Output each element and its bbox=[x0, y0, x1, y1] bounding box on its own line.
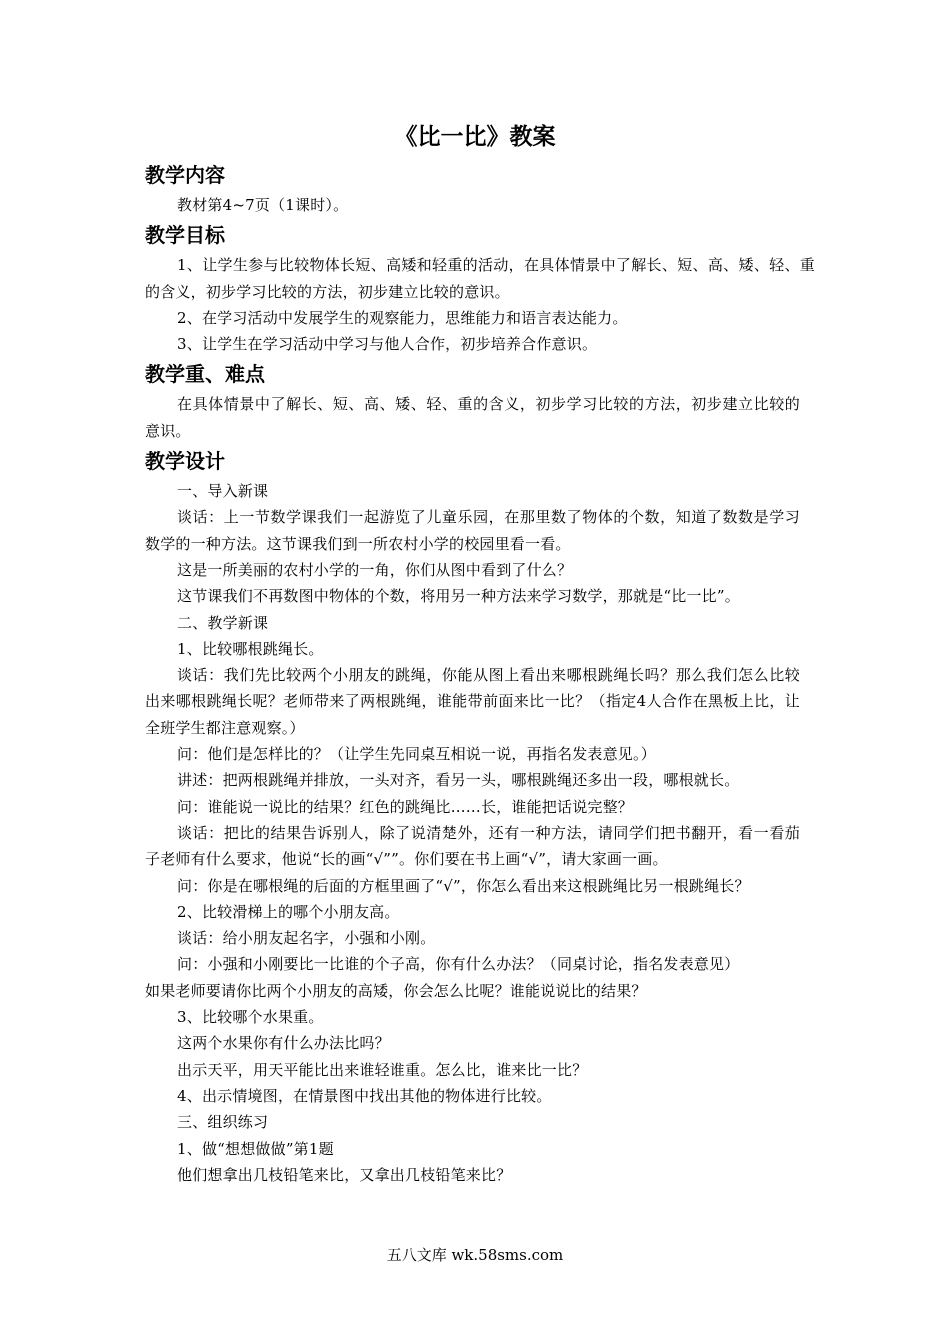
paragraph: 出示天平，用天平能比出来谁轻谁重。怎么比，谁来比一比？ bbox=[177, 1060, 588, 1079]
paragraph: 1、做“想想做做”第1题 bbox=[177, 1139, 334, 1158]
paragraph: 2、在学习活动中发展学生的观察能力，思维能力和语言表达能力。 bbox=[177, 308, 628, 327]
paragraph: 3、让学生在学习活动中学习与他人合作，初步培养合作意识。 bbox=[177, 335, 598, 354]
paragraph: 谈话：上一节数学课我们一起游览了儿童乐园，在那里数了物体的个数，知道了数数是学习数学的一种方法。这节课我们到一所农村小学的校园里看一看。 bbox=[145, 508, 800, 553]
paragraph: 谈话：我们先比较两个小朋友的跳绳，你能从图上看出来哪根跳绳长吗？那么我们怎么比较出来哪根跳绳长呢？老师带来了两根跳绳，谁能带前面来比一比？（指定4人合作在黑板上比，让全班学生都注意观察。） bbox=[145, 666, 800, 737]
paragraph: 如果老师要请你比两个小朋友的高矮，你会怎么比呢？谁能说说比的结果？ bbox=[145, 981, 647, 1000]
paragraph: 1、比较哪根跳绳长。 bbox=[177, 639, 324, 658]
section-heading-goals: 教学目标 bbox=[145, 223, 225, 248]
paragraph: 二、教学新课 bbox=[177, 613, 269, 632]
paragraph: 1、让学生参与比较物体长短、高矮和轻重的活动，在具体情景中了解长、短、高、矮、轻、重的含义，初步学习比较的方法，初步建立比较的意识。 bbox=[145, 256, 815, 301]
document-title: 《比一比》教案 bbox=[394, 124, 556, 150]
paragraph: 问：你是在哪根绳的后面的方框里画了“√”，你怎么看出来这根跳绳比另一根跳绳长？ bbox=[177, 876, 750, 895]
footer-watermark: 五八文库 wk.58sms.com bbox=[386, 1246, 564, 1264]
paragraph: 在具体情景中了解长、短、高、矮、轻、重的含义，初步学习比较的方法，初步建立比较的意识。 bbox=[145, 395, 800, 440]
paragraph: 谈话：给小朋友起名字，小强和小刚。 bbox=[177, 929, 436, 948]
paragraph: 他们想拿出几枝铅笔来比，又拿出几枝铅笔来比？ bbox=[177, 1165, 512, 1184]
paragraph: 三、组织练习 bbox=[177, 1113, 269, 1132]
paragraph: 2、比较滑梯上的哪个小朋友高。 bbox=[177, 902, 400, 921]
paragraph: 一、导入新课 bbox=[177, 482, 269, 501]
paragraph: 教材第4~7页（1课时）。 bbox=[177, 196, 349, 214]
paragraph: 问：谁能说一说比的结果？红色的跳绳比……长，谁能把话说完整？ bbox=[177, 797, 634, 816]
paragraph: 这两个水果你有什么办法比吗？ bbox=[177, 1034, 390, 1053]
section-heading-content: 教学内容 bbox=[145, 163, 225, 187]
paragraph: 这节课我们不再数图中物体的个数，将用另一种方法来学习数学，那就是“比一比”。 bbox=[177, 587, 740, 606]
paragraph: 4、出示情境图，在情景图中找出其他的物体进行比较。 bbox=[177, 1086, 552, 1105]
section-heading-keypoints: 教学重、难点 bbox=[145, 362, 265, 387]
paragraph: 谈话：把比的结果告诉别人，除了说清楚外，还有一种方法，请同学们把书翻开，看一看茄子老师有什么要求，他说“长的画“√””。你们要在书上画“√”，请大家画一画。 bbox=[145, 823, 800, 869]
paragraph: 问：小强和小刚要比一比谁的个子高，你有什么办法？（同桌讨论，指名发表意见） bbox=[177, 955, 740, 974]
document-body bbox=[145, 158, 815, 1188]
paragraph: 讲述：把两根跳绳并排放，一头对齐，看另一头，哪根跳绳还多出一段，哪根就长。 bbox=[177, 771, 740, 790]
paragraph: 这是一所美丽的农村小学的一角，你们从图中看到了什么？ bbox=[177, 560, 573, 579]
paragraph: 问：他们是怎样比的？（让学生先同桌互相说一说，再指名发表意见。） bbox=[177, 745, 656, 764]
paragraph: 3、比较哪个水果重。 bbox=[177, 1008, 324, 1027]
section-heading-design: 教学设计 bbox=[145, 449, 225, 474]
